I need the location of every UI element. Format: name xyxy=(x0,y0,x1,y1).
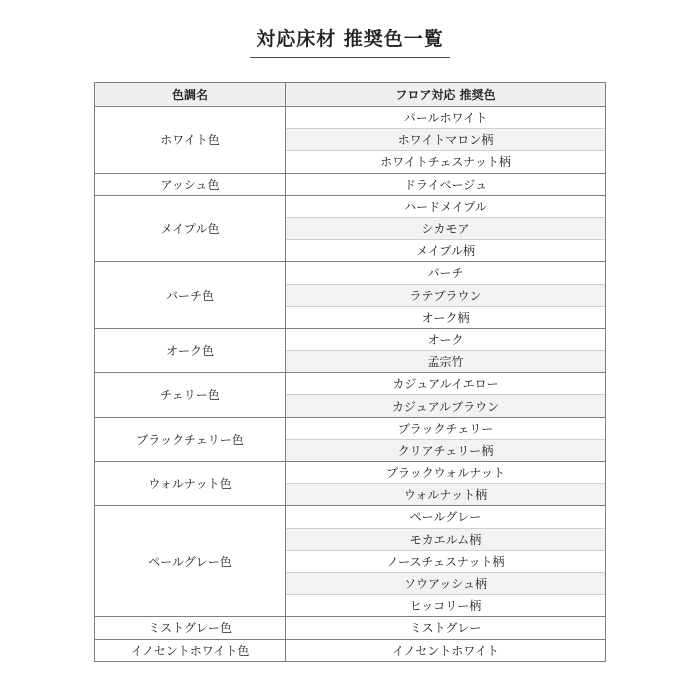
floor-color-cell: ソウアッシュ柄 xyxy=(286,572,606,594)
floor-color-cell: ホワイトチェスナット柄 xyxy=(286,151,606,173)
table-row xyxy=(95,262,606,284)
header-floor-color: フロア対応 推奨色 xyxy=(286,83,606,107)
color-group-name: イノセントホワイト色 xyxy=(95,639,286,661)
floor-color-cell: ペールグレー xyxy=(286,506,606,528)
table-row xyxy=(95,417,606,439)
table-row xyxy=(95,639,606,661)
floor-color-cell: ブラックチェリー xyxy=(286,417,606,439)
color-group-name: バーチ色 xyxy=(95,262,286,329)
floor-color-cell: オーク柄 xyxy=(286,306,606,328)
table-row xyxy=(95,506,606,528)
table-row xyxy=(95,462,606,484)
floor-color-cell: モカエルム柄 xyxy=(286,528,606,550)
floor-color-cell: 孟宗竹 xyxy=(286,351,606,373)
floor-color-cell: シカモア xyxy=(286,217,606,239)
color-table xyxy=(94,82,606,662)
color-group-name: アッシュ色 xyxy=(95,173,286,195)
page-title: 対応床材 推奨色一覧 xyxy=(250,27,450,58)
floor-color-cell: カジュアルイエロー xyxy=(286,373,606,395)
table-row xyxy=(95,195,606,217)
floor-color-cell: ブラックウォルナット xyxy=(286,462,606,484)
header-color-name: 色調名 xyxy=(95,83,286,107)
color-group-name: オーク色 xyxy=(95,328,286,372)
floor-color-cell: オーク xyxy=(286,328,606,350)
floor-color-cell: パールホワイト xyxy=(286,107,606,129)
color-group-name: ウォルナット色 xyxy=(95,462,286,506)
color-group-name: チェリー色 xyxy=(95,373,286,417)
table-row xyxy=(95,373,606,395)
table-row xyxy=(95,328,606,350)
title-container xyxy=(0,27,700,58)
table-row xyxy=(95,107,606,129)
floor-color-cell: ノースチェスナット柄 xyxy=(286,550,606,572)
floor-color-cell: ハードメイプル xyxy=(286,195,606,217)
floor-color-cell: バーチ xyxy=(286,262,606,284)
color-group-name: ミストグレー色 xyxy=(95,617,286,639)
floor-color-cell: ラテブラウン xyxy=(286,284,606,306)
floor-color-cell: ミストグレー xyxy=(286,617,606,639)
floor-color-cell: ウォルナット柄 xyxy=(286,484,606,506)
color-group-name: ブラックチェリー色 xyxy=(95,417,286,461)
floor-color-cell: カジュアルブラウン xyxy=(286,395,606,417)
table-row xyxy=(95,173,606,195)
floor-color-cell: ホワイトマロン柄 xyxy=(286,129,606,151)
color-group-name: ホワイト色 xyxy=(95,107,286,174)
color-group-name: ペールグレー色 xyxy=(95,506,286,617)
floor-color-cell: ヒッコリー柄 xyxy=(286,595,606,617)
header-row xyxy=(95,83,606,107)
floor-color-cell: クリアチェリー柄 xyxy=(286,439,606,461)
floor-color-cell: イノセントホワイト xyxy=(286,639,606,661)
table-row xyxy=(95,617,606,639)
color-group-name: メイプル色 xyxy=(95,195,286,262)
floor-color-cell: ドライベージュ xyxy=(286,173,606,195)
table-body xyxy=(95,107,606,662)
floor-color-cell: メイプル柄 xyxy=(286,240,606,262)
